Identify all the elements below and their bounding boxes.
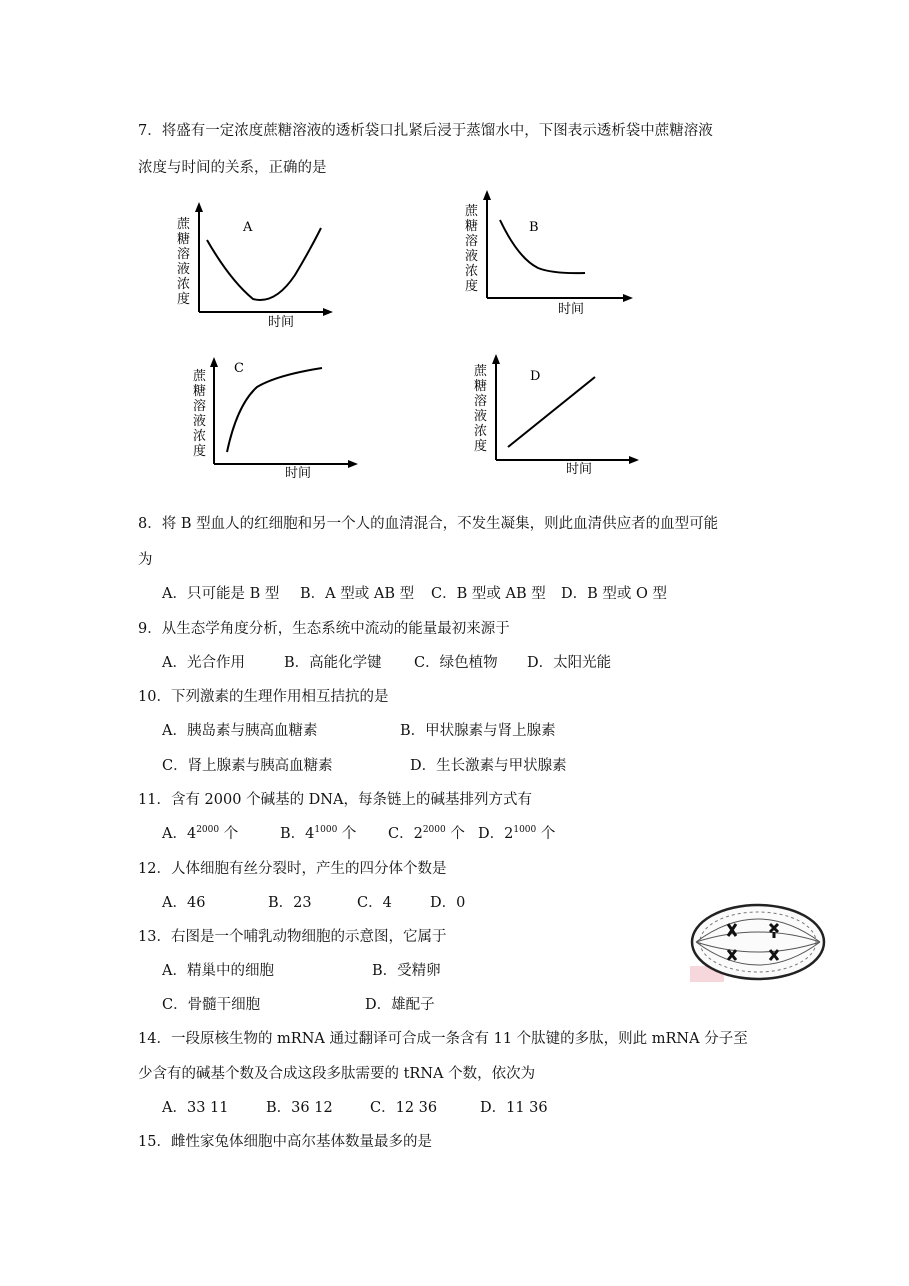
q12-option-c[interactable]: C．4 [357,895,392,911]
graph-d-xlabel: 时间 [566,462,593,477]
q11-option-a-exp: 2000 [196,825,220,835]
q13-option-a[interactable]: A．精巢中的细胞 [162,963,274,979]
graph-c-ylabel-3: 液 [193,414,207,429]
q12-option-a[interactable]: A．46 [162,895,206,911]
graph-a-ylabel-4: 浓 [177,277,191,292]
graph-d-ylabel-5: 度 [474,439,488,454]
q11-option-d-exp: 1000 [513,825,537,835]
q10-option-c[interactable]: C．肾上腺素与胰高血糖素 [162,758,333,774]
graph-a-ylabel-5: 度 [177,292,191,307]
q11-stem: 11．含有 2000 个碱基的 DNA，每条链上的碱基排列方式有 [138,792,532,808]
graph-d-ylabel-3: 液 [474,409,488,424]
q14-option-c[interactable]: C．12 36 [370,1100,438,1116]
q11-option-c-exp: 2000 [422,825,446,835]
q11-option-d-unit: 个 [540,826,556,842]
graph-c-ylabel-2: 溶 [193,399,207,414]
graph-c-ylabel-1: 糖 [193,384,207,399]
q11-option-c[interactable] [388,824,465,846]
q12-stem: 12．人体细胞有丝分裂时，产生的四分体个数是 [138,861,447,877]
q13-option-b[interactable]: B．受精卵 [372,963,441,979]
graph-b-curve [500,220,585,273]
q9-option-b[interactable]: B．高能化学键 [284,655,382,671]
q12-option-b[interactable]: B．23 [268,895,312,911]
q11-option-c-unit: 个 [450,826,465,842]
q7-stem-line1: 7．将盛有一定浓度蔗糖溶液的透析袋口扎紧后浸于蒸馏水中，下图表示透析袋中蔗糖溶液 [138,123,713,139]
graph-d-x-arrow [629,456,639,464]
q9-stem: 9．从生态学角度分析，生态系统中流动的能量最初来源于 [138,621,510,637]
graph-a-xlabel: 时间 [268,315,295,330]
q9-option-c[interactable]: C．绿色植物 [414,655,498,671]
graph-b-ylabel-5: 度 [465,279,479,294]
graph-b-ylabel-2: 溶 [465,234,479,249]
q8-option-d[interactable]: D．B 型或 O 型 [561,586,667,602]
graph-b-ylabel-3: 液 [465,249,479,264]
graph-b-ylabel-4: 浓 [465,264,479,279]
graph-c-svg [192,355,367,485]
graph-c-x-arrow [348,460,358,468]
graph-d-ylabel-2: 溶 [474,394,488,409]
q10-stem: 10．下列激素的生理作用相互拮抗的是 [138,689,389,705]
graph-c-ylabel-0: 蔗 [193,369,207,384]
graph-a [175,200,335,335]
q14-stem-line1: 14．一段原核生物的 mRNA 通过翻译可合成一条含有 11 个肽键的多肽，则此 mRNA 分子至 [138,1031,748,1047]
q11-option-a-base: A．4 [162,826,197,842]
graph-d-curve [508,377,595,447]
q7-stem-line2: 浓度与时间的关系，正确的是 [138,160,327,176]
q14-option-d[interactable]: D．11 36 [480,1100,548,1116]
graph-a-ylabel-3: 液 [177,262,191,277]
q13-option-c[interactable]: C．骨髓干细胞 [162,997,261,1013]
q13-cell-membrane [692,905,824,979]
q14-option-b[interactable]: B．36 12 [266,1100,333,1116]
graph-c-y-arrow [210,357,218,367]
q8-option-a[interactable]: A．只可能是 B 型 [162,586,280,602]
q14-stem-line2: 少含有的碱基个数及合成这段多肽需要的 tRNA 个数，依次为 [138,1066,536,1082]
graph-a-x-arrow [323,308,333,316]
q11-option-d-base: D．2 [478,826,514,842]
graph-d-y-arrow [492,354,500,364]
q11-option-b-exp: 1000 [314,825,338,835]
q13-cell-diagram [690,902,830,988]
q15-stem: 15．雌性家兔体细胞中高尔基体数量最多的是 [138,1134,432,1150]
graph-b-label: B [529,220,539,235]
q12-option-d[interactable]: D．0 [430,895,466,911]
graph-a-ylabel-2: 溶 [177,247,191,262]
graph-c-xlabel: 时间 [285,466,312,481]
graph-b [463,188,638,323]
q11-option-b[interactable] [280,824,356,846]
q11-option-a[interactable] [162,824,238,846]
graph-b-y-arrow [483,190,491,200]
q13-cell-svg [690,902,830,984]
q11-option-a-unit: 个 [223,826,239,842]
graph-c-ylabel-5: 度 [193,444,207,459]
graph-d-ylabel-4: 浓 [474,424,488,439]
graph-b-xlabel: 时间 [558,302,585,317]
q11-option-c-base: C．2 [388,826,423,842]
q10-option-a[interactable]: A．胰岛素与胰高血糖素 [162,723,318,739]
q10-option-b[interactable]: B．甲状腺素与肾上腺素 [400,723,556,739]
graph-d-ylabel-1: 糖 [474,379,488,394]
q13-stem: 13．右图是一个哺乳动物细胞的示意图，它属于 [138,929,447,945]
graph-a-y-arrow [195,202,203,212]
graph-b-x-arrow [623,294,633,302]
q14-option-a[interactable]: A．33 11 [162,1100,229,1116]
q8-option-c[interactable]: C．B 型或 AB 型 [431,586,546,602]
q8-stem-line2: 为 [138,552,153,568]
graph-d-ylabel-0: 蔗 [474,364,488,379]
q13-option-d[interactable]: D．雄配子 [365,997,435,1013]
graph-a-curve [207,228,321,300]
graph-a-svg [175,200,335,335]
graph-c-curve [227,368,322,452]
q11-option-d[interactable] [478,824,555,846]
graph-d-svg [473,352,648,482]
q10-option-d[interactable]: D．生长激素与甲状腺素 [410,758,567,774]
graph-c-label: C [234,361,244,376]
graph-b-ylabel-0: 蔗 [465,204,479,219]
q11-option-b-base: B．4 [280,826,315,842]
q8-stem-line1: 8．将 B 型血人的红细胞和另一个人的血清混合，不发生凝集，则此血清供应者的血型可能 [138,516,719,532]
graph-c [192,355,367,485]
graph-a-ylabel-1: 糖 [177,232,191,247]
graph-b-svg [463,188,638,323]
q8-option-b[interactable]: B．A 型或 AB 型 [300,586,415,602]
q11-option-b-unit: 个 [341,826,357,842]
graph-b-ylabel-1: 糖 [465,219,479,234]
q9-option-d[interactable]: D．太阳光能 [527,655,612,671]
graph-a-label: A [243,220,253,235]
graph-d [473,352,648,482]
graph-d-label: D [530,369,541,384]
graph-a-ylabel-0: 蔗 [177,217,191,232]
graph-c-ylabel-4: 浓 [193,429,207,444]
q9-option-a[interactable]: A．光合作用 [162,655,245,671]
